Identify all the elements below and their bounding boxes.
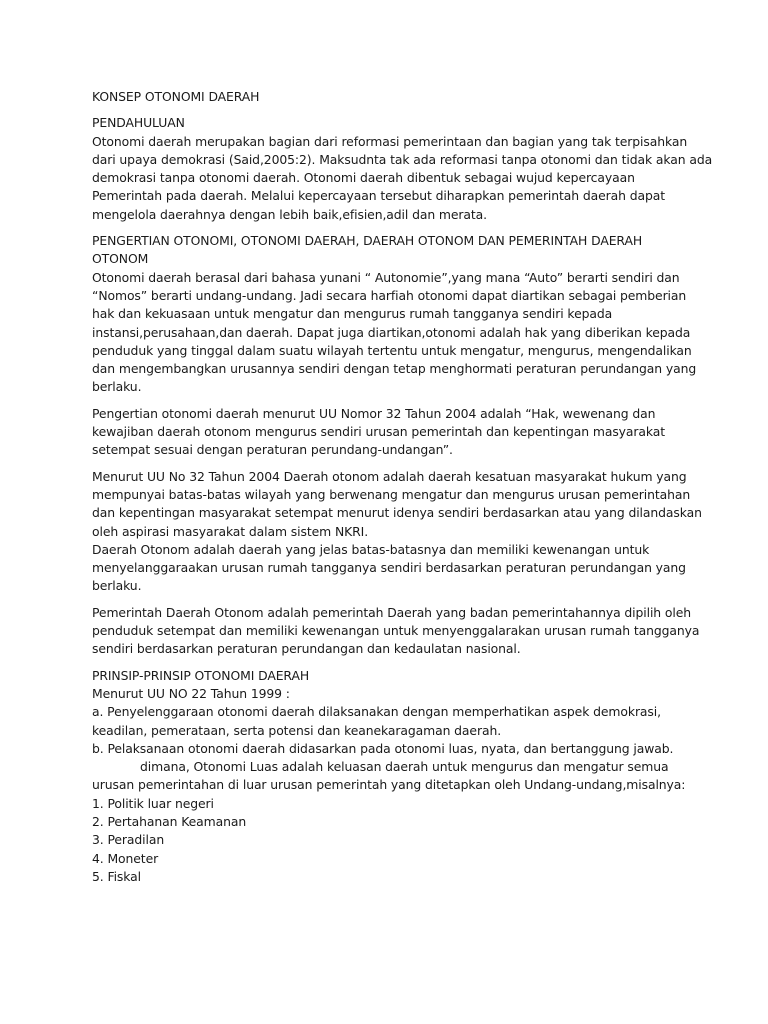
- text-line: Pengertian otonomi daerah menurut UU Nomor 32 Tahun 2004 adalah “Hak, wewenang dan: [92, 405, 656, 421]
- text-line: berlaku.: [92, 379, 142, 395]
- text-line: Otonomi daerah berasal dari bahasa yunani “ Autonomie”,yang mana “Auto” berarti sendiri dan: [92, 269, 680, 285]
- document-body: [92, 88, 713, 886]
- text-line: Daerah Otonom adalah daerah yang jelas batas-batasnya dan memiliki kewenangan untuk: [92, 541, 650, 557]
- text-line: demokrasi tanpa otonomi daerah. Otonomi daerah dibentuk sebagai wujud kepercayaan: [92, 170, 635, 186]
- paragraph: [92, 269, 697, 397]
- section-pendahuluan: [92, 114, 713, 224]
- text-line: Pemerintah pada daerah. Melalui kepercayaan tersebut diharapkan pemerintah daerah dapat: [92, 188, 666, 204]
- paragraph: [92, 604, 700, 659]
- text-line: dimana, Otonomi Luas adalah keluasan daerah untuk mengurus dan mengatur semua: [140, 759, 669, 775]
- text-line: berlaku.: [92, 578, 142, 594]
- text-line: b. Pelaksanaan otonomi daerah didasarkan pada otonomi luas, nyata, dan bertanggung jawab.: [92, 740, 674, 756]
- text-line: kewajiban daerah otonom mengurus sendiri urusan pemerintah dan kepentingan masyarakat: [92, 424, 666, 440]
- text-line: dan mengembangkan urusannya sendiri dengan tetap menghormati peraturan perundangan yang: [92, 361, 697, 377]
- numbered-list: [92, 795, 682, 886]
- text-line: menyelanggaraakan urusan rumah tangganya sendiri berdasarkan peraturan perundangan yang: [92, 560, 686, 576]
- list-item: 3. Peradilan: [92, 832, 165, 848]
- list-item: 5. Fiskal: [92, 868, 141, 884]
- text-line: oleh aspirasi masyarakat dalam sistem NKRI.: [92, 523, 369, 539]
- section-heading: OTONOM: [92, 251, 149, 267]
- text-line: setempat sesuai dengan peraturan perundang-undangan”.: [92, 442, 453, 458]
- text-line: Menurut UU NO 22 Tahun 1999 :: [92, 685, 290, 701]
- section-heading: PENGERTIAN OTONOMI, OTONOMI DAERAH, DAERAH OTONOM DAN PEMERINTAH DAERAH: [92, 233, 643, 249]
- text-line: mempunyai batas-batas wilayah yang berwenang mengatur dan mengurus urusan pemerintahan: [92, 486, 691, 502]
- document-title: KONSEP OTONOMI DAERAH: [92, 89, 260, 104]
- text-line: mengelola daerahnya dengan lebih baik,efisien,adil dan merata.: [92, 206, 487, 222]
- paragraph: [92, 405, 682, 460]
- text-line: Otonomi daerah merupakan bagian dari reformasi pemerintaan dan bagian yang tak terpisahkan: [92, 133, 688, 149]
- section-pengertian: [92, 232, 702, 659]
- list-item: 4. Moneter: [92, 850, 159, 866]
- paragraph: [92, 133, 713, 224]
- text-line: dari upaya demokrasi (Said,2005:2). Maksudnta tak ada reformasi tanpa otonomi dan tidak akan ada: [92, 151, 713, 167]
- text-line: penduduk yang tinggal dalam suatu wilayah tertentu untuk mengatur, mengurus, mengendalikan: [92, 342, 692, 358]
- text-line: Menurut UU No 32 Tahun 2004 Daerah otonom adalah daerah kesatuan masyarakat hukum yang: [92, 468, 687, 484]
- list-item: 2. Pertahanan Keamanan: [92, 813, 247, 829]
- text-line: hak dan kekuasaan untuk mengatur dan mengurus rumah tangganya sendiri kepada: [92, 306, 613, 322]
- text-line: a. Penyelenggaraan otonomi daerah dilaksanakan dengan memperhatikan aspek demokrasi,: [92, 704, 661, 720]
- section-prinsip: [92, 667, 686, 887]
- text-line: penduduk setempat dan memiliki kewenangan untuk menyenggalarakan urusan rumah tangganya: [92, 623, 700, 639]
- text-line: sendiri berdasarkan peraturan perundangan dan kedaulatan nasional.: [92, 641, 521, 657]
- paragraph: [92, 468, 702, 596]
- text-line: keadilan, pemerataan, serta potensi dan keanekaragaman daerah.: [92, 722, 502, 738]
- text-line: Pemerintah Daerah Otonom adalah pemerintah Daerah yang badan pemerintahannya dipilih oleh: [92, 604, 691, 620]
- text-line: “Nomos” berarti undang-undang. Jadi secara harfiah otonomi dapat diartikan sebagai pemberian: [92, 287, 687, 303]
- text-line: instansi,perusahaan,dan daerah. Dapat juga diartikan,otonomi adalah hak yang diberikan kepada: [92, 324, 691, 340]
- text-line: dan kepentingan masyarakat setempat menurut idenya sendiri berdasarkan atau yang dilandaskan: [92, 505, 702, 521]
- section-heading: PRINSIP-PRINSIP OTONOMI DAERAH: [92, 667, 310, 683]
- section-heading: PENDAHULUAN: [92, 115, 185, 131]
- list-item: 1. Politik luar negeri: [92, 795, 214, 811]
- text-line: urusan pemerintahan di luar urusan pemerintah yang ditetapkan oleh Undang-undang,misalnya:: [92, 777, 686, 793]
